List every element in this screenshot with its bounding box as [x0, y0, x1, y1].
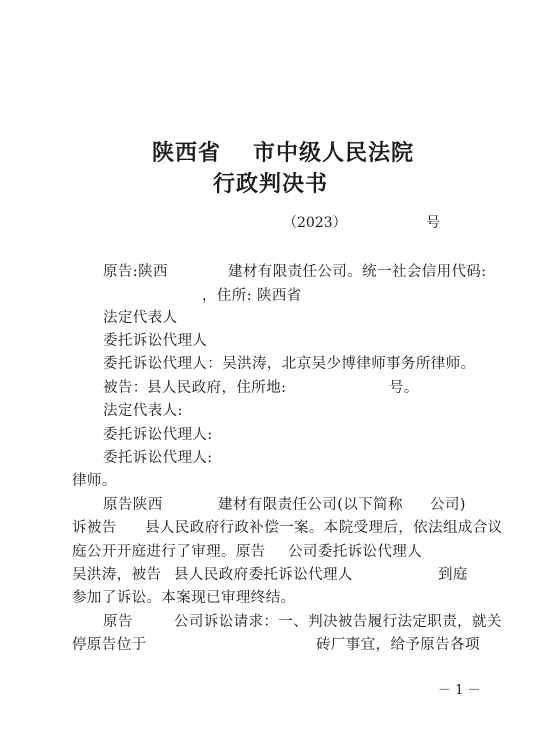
para1-line2-start: 诉被告 [72, 520, 117, 536]
agent-3: 委托诉讼代理人: [103, 427, 213, 443]
para1-line3-end: 公司委托诉讼代理人 [288, 544, 423, 560]
agent-1: 委托诉讼代理人 [103, 333, 208, 349]
para1-line2: 县人民政府行政补偿一案。本院受理后，依法组成合议 [145, 520, 503, 536]
para2-line2-end: 砖厂事宜，给予原告各项 [316, 637, 480, 653]
title-court: 市中级人民法院 [253, 140, 415, 166]
defendant-address-end: 号。 [389, 380, 419, 396]
para1-line4-end: 到庭 [438, 567, 468, 583]
case-number-year: （2023） [283, 215, 347, 231]
plaintiff-address: ，住所: 陕西省 [202, 288, 302, 304]
defendant-name: 县人民政府，住所地: [147, 380, 287, 396]
para1-line4-start: 吴洪涛，被告 [72, 567, 162, 583]
para2-line1: 公司诉讼请求：一、判决被告履行法定职责，就关 [174, 614, 502, 630]
title-province: 陕西省 [152, 140, 222, 166]
legal-rep-2: 法定代表人: [103, 403, 183, 419]
title-doc-type: 行政判决书 [213, 171, 329, 197]
legal-rep-1: 法定代表人 [103, 310, 178, 326]
agent-4: 委托诉讼代理人: [103, 450, 213, 466]
plaintiff-label: 原告:陕西 [103, 264, 168, 280]
page-number: － 1 － [438, 683, 481, 698]
para1-company: 建材有限责任公司(以下简称 [218, 497, 403, 513]
para2-line2-start: 停原告位于 [72, 637, 147, 653]
agent-2: 委托诉讼代理人：吴洪涛，北京吴少博律师事务所律师。 [103, 356, 476, 372]
para1-line3: 庭公开开庭进行了审理。原告 [72, 544, 266, 560]
defendant-label: 被告： [103, 380, 148, 396]
para2-start: 原告 [103, 614, 133, 630]
para1-line4: 县人民政府委托诉讼代理人 [174, 567, 353, 583]
case-number-suffix: 号 [426, 215, 440, 231]
lawyer-line: 律师。 [72, 473, 117, 489]
para1-line5: 参加了诉讼。本案现已审理终结。 [72, 590, 296, 606]
para1-abbr: 公司) [430, 497, 466, 513]
plaintiff-company: 建材有限责任公司。统一社会信用代码: [228, 264, 487, 280]
para1-start: 原告陕西 [103, 497, 163, 513]
